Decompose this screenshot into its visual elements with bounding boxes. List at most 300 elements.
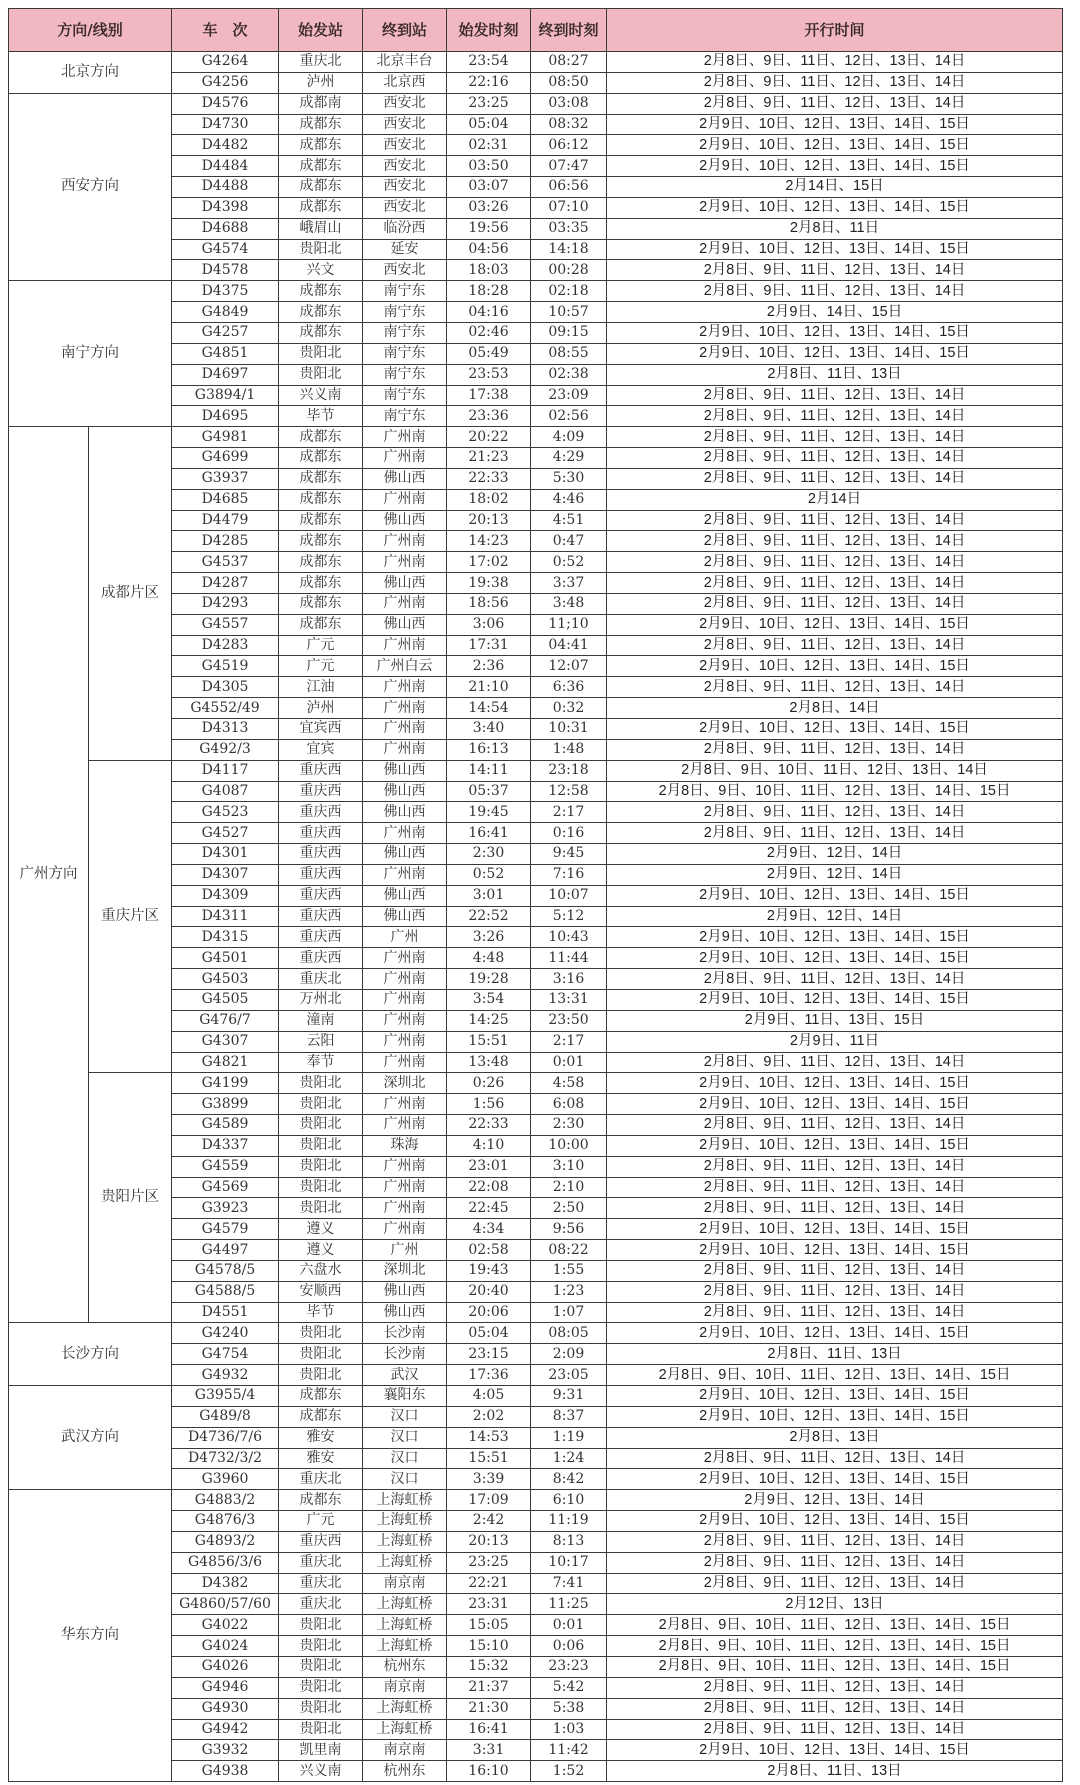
arrival-time-cell: 8:42 (531, 1469, 607, 1490)
terminal-station-cell: 广州南 (363, 698, 447, 719)
operating-dates-cell: 2月8日、9日、11日、12日、13日、14日 (607, 1302, 1063, 1323)
train-number-cell: D4695 (172, 406, 279, 427)
departure-time-cell: 14:11 (447, 760, 531, 781)
origin-station-cell: 安顺西 (279, 1281, 363, 1302)
train-number-cell: D4311 (172, 906, 279, 927)
train-number-cell: G4527 (172, 823, 279, 844)
arrival-time-cell: 0:52 (531, 552, 607, 573)
arrival-time-cell: 11:44 (531, 948, 607, 969)
terminal-station-cell: 佛山西 (363, 1302, 447, 1323)
departure-time-cell: 23:31 (447, 1594, 531, 1615)
origin-station-cell: 重庆北 (279, 1552, 363, 1573)
arrival-time-cell: 12:07 (531, 656, 607, 677)
origin-station-cell: 成都东 (279, 552, 363, 573)
departure-time-cell: 23:01 (447, 1156, 531, 1177)
terminal-station-cell: 南宁东 (363, 302, 447, 323)
direction-group-cell: 武汉方向 (9, 1386, 172, 1490)
departure-time-cell: 22:33 (447, 468, 531, 489)
origin-station-cell: 贵阳北 (279, 1073, 363, 1094)
departure-time-cell: 3:54 (447, 989, 531, 1010)
departure-time-cell: 03:50 (447, 156, 531, 177)
origin-station-cell: 成都东 (279, 1490, 363, 1511)
train-number-cell: G4264 (172, 52, 279, 73)
operating-dates-cell: 2月9日、10日、12日、13日、14日、15日 (607, 1073, 1063, 1094)
operating-dates-cell: 2月8日、9日、11日、12日、13日、14日 (607, 385, 1063, 406)
train-number-cell: D4488 (172, 177, 279, 198)
origin-station-cell: 贵阳北 (279, 1115, 363, 1136)
origin-station-cell: 成都东 (279, 281, 363, 302)
table-row (9, 1386, 1063, 1407)
terminal-station-cell: 广州南 (363, 635, 447, 656)
departure-time-cell: 4:10 (447, 1135, 531, 1156)
operating-dates-cell: 2月9日、10日、12日、13日、14日、15日 (607, 1323, 1063, 1344)
subregion-group-cell: 重庆片区 (89, 760, 172, 1073)
arrival-time-cell: 12:58 (531, 781, 607, 802)
origin-station-cell: 泸州 (279, 698, 363, 719)
origin-station-cell: 贵阳北 (279, 1156, 363, 1177)
terminal-station-cell: 南宁东 (363, 364, 447, 385)
operating-dates-cell: 2月9日、10日、12日、13日、14日、15日 (607, 989, 1063, 1010)
train-number-cell: G4699 (172, 448, 279, 469)
operating-dates-cell: 2月8日、9日、11日、12日、13日、14日 (607, 448, 1063, 469)
terminal-station-cell: 珠海 (363, 1135, 447, 1156)
operating-dates-cell: 2月9日、10日、12日、13日、14日、15日 (607, 322, 1063, 343)
arrival-time-cell: 7:16 (531, 864, 607, 885)
arrival-time-cell: 11:42 (531, 1740, 607, 1761)
origin-station-cell: 成都东 (279, 531, 363, 552)
arrival-time-cell: 13:31 (531, 989, 607, 1010)
arrival-time-cell: 02:38 (531, 364, 607, 385)
train-number-cell: G492/3 (172, 739, 279, 760)
header-terminal-station: 终到站 (363, 9, 447, 52)
origin-station-cell: 重庆西 (279, 760, 363, 781)
origin-station-cell: 贵阳北 (279, 1698, 363, 1719)
operating-dates-cell: 2月9日、10日、12日、13日、14日、15日 (607, 885, 1063, 906)
origin-station-cell: 成都东 (279, 156, 363, 177)
departure-time-cell: 03:07 (447, 177, 531, 198)
departure-time-cell: 2:42 (447, 1511, 531, 1532)
origin-station-cell: 贵阳北 (279, 1365, 363, 1386)
train-number-cell: G4307 (172, 1031, 279, 1052)
terminal-station-cell: 汉口 (363, 1448, 447, 1469)
train-number-cell: D4685 (172, 489, 279, 510)
departure-time-cell: 16:10 (447, 1761, 531, 1782)
terminal-station-cell: 佛山西 (363, 573, 447, 594)
origin-station-cell: 成都东 (279, 593, 363, 614)
header-train-number: 车 次 (172, 9, 279, 52)
terminal-station-cell: 广州南 (363, 1115, 447, 1136)
terminal-station-cell: 武汉 (363, 1365, 447, 1386)
operating-dates-cell: 2月9日、12日、13日、14日 (607, 1490, 1063, 1511)
terminal-station-cell: 上海虹桥 (363, 1594, 447, 1615)
train-number-cell: G4256 (172, 72, 279, 93)
origin-station-cell: 重庆北 (279, 969, 363, 990)
arrival-time-cell: 09:15 (531, 322, 607, 343)
arrival-time-cell: 10:00 (531, 1135, 607, 1156)
terminal-station-cell: 长沙南 (363, 1323, 447, 1344)
operating-dates-cell: 2月8日、11日、13日 (607, 1761, 1063, 1782)
arrival-time-cell: 9:56 (531, 1219, 607, 1240)
operating-dates-cell: 2月9日、10日、12日、13日、14日、15日 (607, 156, 1063, 177)
arrival-time-cell: 02:56 (531, 406, 607, 427)
terminal-station-cell: 延安 (363, 239, 447, 260)
origin-station-cell: 宜宾 (279, 739, 363, 760)
terminal-station-cell: 广州南 (363, 719, 447, 740)
arrival-time-cell: 0:06 (531, 1636, 607, 1657)
departure-time-cell: 16:41 (447, 823, 531, 844)
operating-dates-cell: 2月9日、10日、12日、13日、14日、15日 (607, 1469, 1063, 1490)
train-number-cell: D4285 (172, 531, 279, 552)
arrival-time-cell: 9:45 (531, 844, 607, 865)
arrival-time-cell: 23:18 (531, 760, 607, 781)
terminal-station-cell: 佛山西 (363, 468, 447, 489)
train-schedule-table (8, 8, 1063, 1782)
arrival-time-cell: 08:22 (531, 1240, 607, 1261)
train-number-cell: D4398 (172, 197, 279, 218)
origin-station-cell: 成都东 (279, 322, 363, 343)
train-number-cell: D4315 (172, 927, 279, 948)
departure-time-cell: 14:54 (447, 698, 531, 719)
terminal-station-cell: 汉口 (363, 1406, 447, 1427)
subregion-group-cell: 贵阳片区 (89, 1073, 172, 1323)
operating-dates-cell: 2月14日、15日 (607, 177, 1063, 198)
departure-time-cell: 16:41 (447, 1719, 531, 1740)
arrival-time-cell: 23:09 (531, 385, 607, 406)
train-schedule-document (8, 8, 1062, 1782)
terminal-station-cell: 南京南 (363, 1677, 447, 1698)
origin-station-cell: 贵阳北 (279, 1094, 363, 1115)
terminal-station-cell: 广州 (363, 927, 447, 948)
terminal-station-cell: 北京西 (363, 72, 447, 93)
operating-dates-cell: 2月8日、9日、11日、12日、13日、14日 (607, 1281, 1063, 1302)
terminal-station-cell: 北京丰台 (363, 52, 447, 73)
origin-station-cell: 成都东 (279, 448, 363, 469)
arrival-time-cell: 3:48 (531, 593, 607, 614)
departure-time-cell: 3:39 (447, 1469, 531, 1490)
origin-station-cell: 遵义 (279, 1240, 363, 1261)
terminal-station-cell: 广州南 (363, 1156, 447, 1177)
origin-station-cell: 毕节 (279, 406, 363, 427)
arrival-time-cell: 23:23 (531, 1656, 607, 1677)
departure-time-cell: 05:49 (447, 343, 531, 364)
terminal-station-cell: 汉口 (363, 1427, 447, 1448)
operating-dates-cell: 2月8日、9日、11日、12日、13日、14日 (607, 1698, 1063, 1719)
origin-station-cell: 成都东 (279, 135, 363, 156)
arrival-time-cell: 1:07 (531, 1302, 607, 1323)
departure-time-cell: 17:31 (447, 635, 531, 656)
terminal-station-cell: 西安北 (363, 114, 447, 135)
table-row (9, 1490, 1063, 1511)
terminal-station-cell: 广州南 (363, 1052, 447, 1073)
departure-time-cell: 23:54 (447, 52, 531, 73)
train-number-cell: D4484 (172, 156, 279, 177)
train-number-cell: G3923 (172, 1198, 279, 1219)
departure-time-cell: 04:16 (447, 302, 531, 323)
train-number-cell: D4688 (172, 218, 279, 239)
operating-dates-cell: 2月9日、10日、12日、13日、14日、15日 (607, 948, 1063, 969)
table-row (9, 427, 1063, 448)
train-number-cell: G4574 (172, 239, 279, 260)
arrival-time-cell: 1:52 (531, 1761, 607, 1782)
arrival-time-cell: 08:27 (531, 52, 607, 73)
arrival-time-cell: 1:03 (531, 1719, 607, 1740)
terminal-station-cell: 杭州东 (363, 1656, 447, 1677)
departure-time-cell: 3:40 (447, 719, 531, 740)
departure-time-cell: 3:26 (447, 927, 531, 948)
origin-station-cell: 峨眉山 (279, 218, 363, 239)
train-number-cell: G4942 (172, 1719, 279, 1740)
train-number-cell: G4851 (172, 343, 279, 364)
arrival-time-cell: 6:08 (531, 1094, 607, 1115)
train-number-cell: D4576 (172, 93, 279, 114)
operating-dates-cell: 2月8日、9日、11日、12日、13日、14日 (607, 468, 1063, 489)
header-row (9, 9, 1063, 52)
terminal-station-cell: 上海虹桥 (363, 1719, 447, 1740)
departure-time-cell: 15:51 (447, 1448, 531, 1469)
arrival-time-cell: 00:28 (531, 260, 607, 281)
table-row (9, 760, 1063, 781)
terminal-station-cell: 上海虹桥 (363, 1615, 447, 1636)
departure-time-cell: 18:56 (447, 593, 531, 614)
origin-station-cell: 凯里南 (279, 1740, 363, 1761)
terminal-station-cell: 广州南 (363, 1010, 447, 1031)
train-number-cell: G4199 (172, 1073, 279, 1094)
terminal-station-cell: 佛山西 (363, 906, 447, 927)
operating-dates-cell: 2月8日、9日、11日、12日、13日、14日 (607, 969, 1063, 990)
operating-dates-cell: 2月8日、11日、13日 (607, 364, 1063, 385)
operating-dates-cell: 2月9日、10日、12日、13日、14日、15日 (607, 114, 1063, 135)
departure-time-cell: 18:28 (447, 281, 531, 302)
train-number-cell: D4732/3/2 (172, 1448, 279, 1469)
departure-time-cell: 3:01 (447, 885, 531, 906)
arrival-time-cell: 1:23 (531, 1281, 607, 1302)
origin-station-cell: 贵阳北 (279, 343, 363, 364)
departure-time-cell: 15:51 (447, 1031, 531, 1052)
train-number-cell: G4569 (172, 1177, 279, 1198)
terminal-station-cell: 广州南 (363, 1219, 447, 1240)
terminal-station-cell: 汉口 (363, 1469, 447, 1490)
arrival-time-cell: 0:01 (531, 1615, 607, 1636)
origin-station-cell: 雅安 (279, 1448, 363, 1469)
terminal-station-cell: 南宁东 (363, 343, 447, 364)
terminal-station-cell: 广州南 (363, 531, 447, 552)
arrival-time-cell: 23:05 (531, 1365, 607, 1386)
terminal-station-cell: 长沙南 (363, 1344, 447, 1365)
operating-dates-cell: 2月8日、9日、11日、12日、13日、14日 (607, 802, 1063, 823)
arrival-time-cell: 10:17 (531, 1552, 607, 1573)
train-number-cell: G4537 (172, 552, 279, 573)
operating-dates-cell: 2月14日 (607, 489, 1063, 510)
terminal-station-cell: 南京南 (363, 1573, 447, 1594)
arrival-time-cell: 3:16 (531, 969, 607, 990)
departure-time-cell: 19:45 (447, 802, 531, 823)
terminal-station-cell: 广州南 (363, 739, 447, 760)
origin-station-cell: 贵阳北 (279, 1636, 363, 1657)
origin-station-cell: 云阳 (279, 1031, 363, 1052)
operating-dates-cell: 2月9日、10日、12日、13日、14日、15日 (607, 1135, 1063, 1156)
arrival-time-cell: 10:57 (531, 302, 607, 323)
arrival-time-cell: 5:38 (531, 1698, 607, 1719)
arrival-time-cell: 6:36 (531, 677, 607, 698)
terminal-station-cell: 佛山西 (363, 1281, 447, 1302)
arrival-time-cell: 8:37 (531, 1406, 607, 1427)
arrival-time-cell: 5:42 (531, 1677, 607, 1698)
arrival-time-cell: 4:09 (531, 427, 607, 448)
arrival-time-cell: 11:19 (531, 1511, 607, 1532)
header-origin-station: 始发站 (279, 9, 363, 52)
terminal-station-cell: 南京南 (363, 1740, 447, 1761)
arrival-time-cell: 0:16 (531, 823, 607, 844)
terminal-station-cell: 临汾西 (363, 218, 447, 239)
terminal-station-cell: 广州南 (363, 489, 447, 510)
departure-time-cell: 3:06 (447, 614, 531, 635)
operating-dates-cell: 2月8日、14日 (607, 698, 1063, 719)
operating-dates-cell: 2月9日、10日、12日、13日、14日、15日 (607, 135, 1063, 156)
train-number-cell: G4946 (172, 1677, 279, 1698)
terminal-station-cell: 上海虹桥 (363, 1552, 447, 1573)
departure-time-cell: 02:58 (447, 1240, 531, 1261)
departure-time-cell: 05:04 (447, 114, 531, 135)
train-number-cell: G4589 (172, 1115, 279, 1136)
origin-station-cell: 重庆北 (279, 1594, 363, 1615)
arrival-time-cell: 08:50 (531, 72, 607, 93)
terminal-station-cell: 广州南 (363, 1031, 447, 1052)
arrival-time-cell: 6:10 (531, 1490, 607, 1511)
terminal-station-cell: 上海虹桥 (363, 1636, 447, 1657)
arrival-time-cell: 3:10 (531, 1156, 607, 1177)
train-number-cell: G4579 (172, 1219, 279, 1240)
origin-station-cell: 贵阳北 (279, 1615, 363, 1636)
operating-dates-cell: 2月9日、11日 (607, 1031, 1063, 1052)
train-number-cell: G4754 (172, 1344, 279, 1365)
origin-station-cell: 贵阳北 (279, 1323, 363, 1344)
departure-time-cell: 22:45 (447, 1198, 531, 1219)
terminal-station-cell: 西安北 (363, 135, 447, 156)
arrival-time-cell: 2:10 (531, 1177, 607, 1198)
departure-time-cell: 0:26 (447, 1073, 531, 1094)
terminal-station-cell: 广州南 (363, 552, 447, 573)
terminal-station-cell: 广州南 (363, 864, 447, 885)
header-departure-time: 始发时刻 (447, 9, 531, 52)
departure-time-cell: 20:13 (447, 510, 531, 531)
operating-dates-cell: 2月8日、9日、10日、11日、12日、13日、14日、15日 (607, 1365, 1063, 1386)
departure-time-cell: 17:38 (447, 385, 531, 406)
origin-station-cell: 江油 (279, 677, 363, 698)
operating-dates-cell: 2月8日、9日、11日、12日、13日、14日 (607, 635, 1063, 656)
operating-dates-cell: 2月8日、9日、11日、12日、13日、14日 (607, 1156, 1063, 1177)
origin-station-cell: 贵阳北 (279, 1198, 363, 1219)
train-number-cell: G3932 (172, 1740, 279, 1761)
departure-time-cell: 2:02 (447, 1406, 531, 1427)
operating-dates-cell: 2月9日、10日、12日、13日、14日、15日 (607, 719, 1063, 740)
operating-dates-cell: 2月9日、10日、12日、13日、14日、15日 (607, 614, 1063, 635)
train-number-cell: G3894/1 (172, 385, 279, 406)
departure-time-cell: 13:48 (447, 1052, 531, 1073)
departure-time-cell: 04:56 (447, 239, 531, 260)
departure-time-cell: 22:52 (447, 906, 531, 927)
origin-station-cell: 贵阳北 (279, 1656, 363, 1677)
train-number-cell: G4932 (172, 1365, 279, 1386)
direction-group-cell: 华东方向 (9, 1490, 172, 1782)
arrival-time-cell: 4:29 (531, 448, 607, 469)
departure-time-cell: 4:34 (447, 1219, 531, 1240)
operating-dates-cell: 2月12日、13日 (607, 1594, 1063, 1615)
terminal-station-cell: 广州南 (363, 677, 447, 698)
train-number-cell: G4024 (172, 1636, 279, 1657)
train-number-cell: D4293 (172, 593, 279, 614)
origin-station-cell: 贵阳北 (279, 364, 363, 385)
arrival-time-cell: 0:32 (531, 698, 607, 719)
operating-dates-cell: 2月8日、9日、11日、12日、13日、14日 (607, 72, 1063, 93)
departure-time-cell: 02:31 (447, 135, 531, 156)
departure-time-cell: 20:22 (447, 427, 531, 448)
train-number-cell: G4519 (172, 656, 279, 677)
operating-dates-cell: 2月8日、9日、11日、12日、13日、14日 (607, 1052, 1063, 1073)
departure-time-cell: 20:40 (447, 1281, 531, 1302)
operating-dates-cell: 2月9日、10日、12日、13日、14日、15日 (607, 1511, 1063, 1532)
departure-time-cell: 18:02 (447, 489, 531, 510)
origin-station-cell: 成都东 (279, 489, 363, 510)
arrival-time-cell: 2:09 (531, 1344, 607, 1365)
origin-station-cell: 成都东 (279, 573, 363, 594)
departure-time-cell: 19:28 (447, 969, 531, 990)
arrival-time-cell: 0:47 (531, 531, 607, 552)
arrival-time-cell: 1:48 (531, 739, 607, 760)
origin-station-cell: 重庆西 (279, 802, 363, 823)
train-number-cell: D4736/7/6 (172, 1427, 279, 1448)
terminal-station-cell: 南宁东 (363, 385, 447, 406)
arrival-time-cell: 08:32 (531, 114, 607, 135)
operating-dates-cell: 2月9日、14日、15日 (607, 302, 1063, 323)
origin-station-cell: 成都东 (279, 427, 363, 448)
operating-dates-cell: 2月8日、9日、11日、12日、13日、14日 (607, 281, 1063, 302)
origin-station-cell: 重庆西 (279, 864, 363, 885)
terminal-station-cell: 上海虹桥 (363, 1531, 447, 1552)
departure-time-cell: 1:56 (447, 1094, 531, 1115)
arrival-time-cell: 04:41 (531, 635, 607, 656)
terminal-station-cell: 广州南 (363, 1177, 447, 1198)
train-number-cell: G4557 (172, 614, 279, 635)
origin-station-cell: 重庆西 (279, 927, 363, 948)
table-body (9, 52, 1063, 1782)
arrival-time-cell: 02:18 (531, 281, 607, 302)
origin-station-cell: 重庆西 (279, 948, 363, 969)
arrival-time-cell: 08:05 (531, 1323, 607, 1344)
train-number-cell: D4730 (172, 114, 279, 135)
operating-dates-cell: 2月8日、9日、10日、11日、12日、13日、14日 (607, 760, 1063, 781)
arrival-time-cell: 07:10 (531, 197, 607, 218)
operating-dates-cell: 2月9日、10日、12日、13日、14日、15日 (607, 656, 1063, 677)
operating-dates-cell: 2月8日、9日、11日、12日、13日、14日 (607, 406, 1063, 427)
operating-dates-cell: 2月8日、9日、11日、12日、13日、14日 (607, 1198, 1063, 1219)
operating-dates-cell: 2月9日、10日、12日、13日、14日、15日 (607, 1386, 1063, 1407)
departure-time-cell: 21:10 (447, 677, 531, 698)
origin-station-cell: 成都东 (279, 468, 363, 489)
arrival-time-cell: 06:56 (531, 177, 607, 198)
departure-time-cell: 18:03 (447, 260, 531, 281)
train-number-cell: D4309 (172, 885, 279, 906)
terminal-station-cell: 深圳北 (363, 1073, 447, 1094)
terminal-station-cell: 上海虹桥 (363, 1490, 447, 1511)
operating-dates-cell: 2月8日、9日、11日、12日、13日、14日 (607, 427, 1063, 448)
departure-time-cell: 0:52 (447, 864, 531, 885)
origin-station-cell: 万州北 (279, 989, 363, 1010)
departure-time-cell: 23:53 (447, 364, 531, 385)
direction-group-cell: 南宁方向 (9, 281, 172, 427)
origin-station-cell: 贵阳北 (279, 1719, 363, 1740)
origin-station-cell: 广元 (279, 656, 363, 677)
origin-station-cell: 重庆北 (279, 52, 363, 73)
